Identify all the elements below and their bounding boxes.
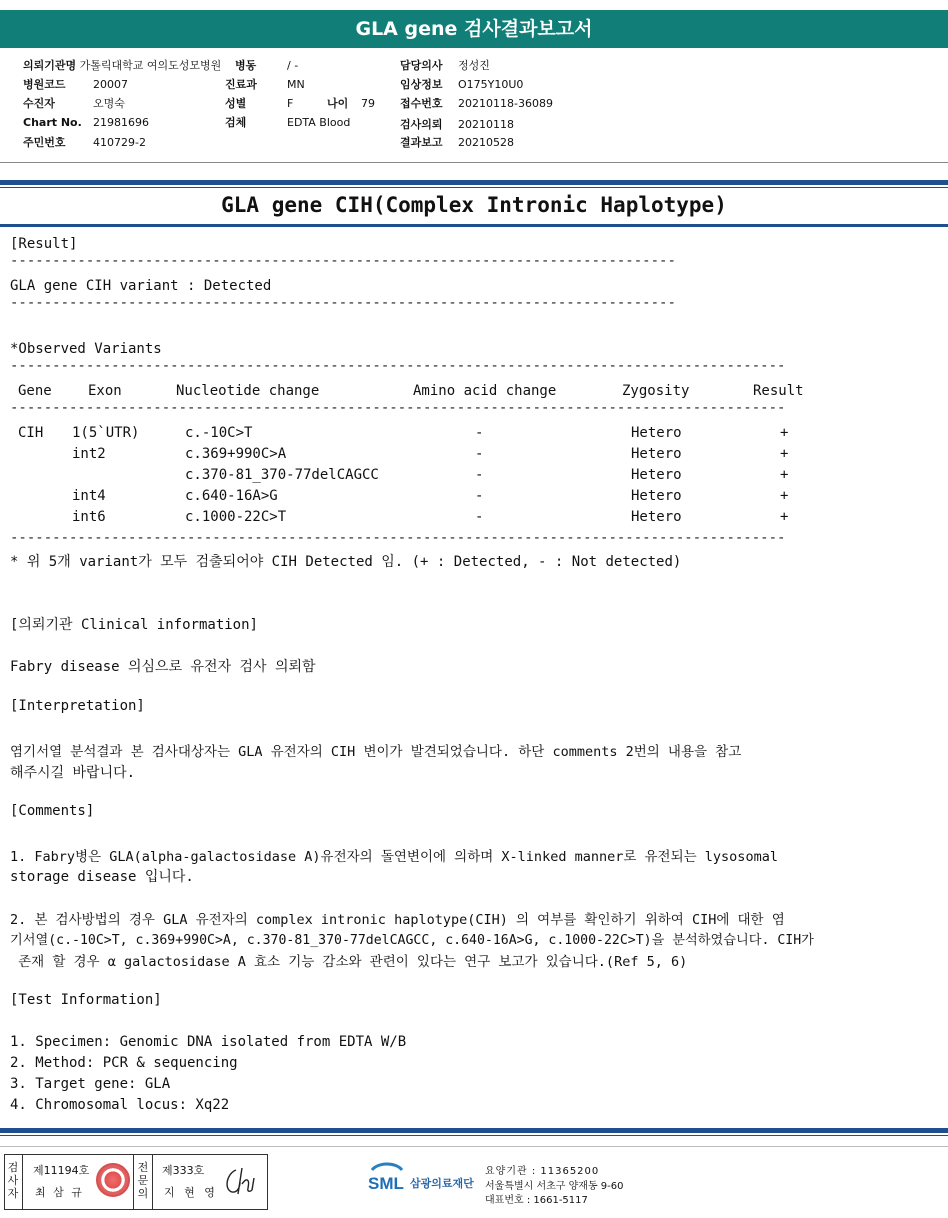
divider — [152, 1154, 153, 1210]
meta-hospital-code: 병원코드 20007 — [23, 78, 128, 91]
cell-zygosity: Hetero — [631, 509, 682, 525]
divider-dashed: ------------------------------------------------------------------------------- — [10, 295, 676, 311]
cell-zygosity: Hetero — [631, 425, 682, 441]
comment-1-line: storage disease 입니다. — [10, 869, 194, 885]
section-title: GLA gene CIH(Complex Intronic Haplotype) — [221, 193, 727, 217]
cell-result: + — [780, 509, 789, 525]
cell-nucleotide: c.-10C>T — [185, 425, 253, 441]
cell-result: + — [780, 467, 789, 483]
col-header-result: Result — [753, 383, 804, 399]
variants-note: * 위 5개 variant가 모두 검출되어야 CIH Detected 임. (+ : Detected, - : Not detected) — [10, 554, 682, 570]
cell-amino-acid: - — [475, 446, 484, 462]
meta-department: 진료과 MN — [225, 78, 305, 91]
cell-exon: int4 — [72, 488, 106, 504]
cell-exon: int6 — [72, 509, 106, 525]
footer-rule-thin — [0, 1135, 948, 1136]
result-label: [Result] — [10, 236, 78, 252]
org-address: 서울특별시 서초구 양재동 9-60 — [485, 1181, 624, 1192]
test-info-item: 3. Target gene: GLA — [10, 1076, 171, 1092]
section-rule-bottom — [0, 224, 948, 227]
cell-nucleotide: c.369+990C>A — [185, 446, 287, 462]
result-line: GLA gene CIH variant : Detected — [10, 278, 272, 294]
footer-rule — [0, 1128, 948, 1133]
cell-nucleotide: c.640-16A>G — [185, 488, 278, 504]
comment-1-line: 1. Fabry병은 GLA(alpha-galactosidase A)유전자의 돌연변이에 의하며 X-linked manner로 유전되는 lysosomal — [10, 849, 778, 865]
divider — [0, 162, 948, 163]
org-code: 요양기관 : 11365200 — [485, 1166, 600, 1177]
meta-ward: 병동 / - — [235, 59, 299, 72]
cell-exon: int2 — [72, 446, 106, 462]
signer1-role: 검 사 자 — [7, 1161, 19, 1200]
cell-zygosity: Hetero — [631, 467, 682, 483]
comment-2-line: 존재 할 경우 α galactosidase A 효소 기능 감소와 관련이 있다는 연구 보고가 있습니다.(Ref 5, 6) — [10, 954, 688, 970]
col-header-amino-acid: Amino acid change — [413, 383, 557, 399]
cell-exon: 1(5`UTR) — [72, 425, 140, 441]
interpretation-line: 해주시길 바랍니다. — [10, 765, 136, 781]
cell-nucleotide: c.370-81_370-77delCAGCC — [185, 467, 379, 483]
meta-age: 나이 79 — [327, 97, 375, 110]
meta-report-date: 결과보고 20210528 — [400, 136, 514, 149]
sml-logo-icon — [366, 1160, 408, 1194]
variants-label: *Observed Variants — [10, 341, 162, 357]
section-rule-top-thin — [0, 187, 948, 188]
col-header-exon: Exon — [88, 383, 122, 399]
cell-amino-acid: - — [475, 488, 484, 504]
comments-label: [Comments] — [10, 803, 95, 819]
signer2-name: 지 현 영 — [164, 1186, 218, 1199]
cell-amino-acid: - — [475, 425, 484, 441]
signer2-role: 전 문 의 — [137, 1161, 149, 1200]
cell-result: + — [780, 446, 789, 462]
meta-doctor: 담당의사 정성진 — [400, 59, 490, 72]
signer2-license: 제333호 — [162, 1164, 205, 1177]
meta-hospital: 의뢰기관명 가톨릭대학교 여의도성모병원 — [23, 59, 222, 72]
col-header-gene: Gene — [18, 383, 52, 399]
footer-rule-light — [0, 1146, 948, 1147]
signer1-name: 최 삼 규 — [35, 1186, 84, 1199]
cell-nucleotide: c.1000-22C>T — [185, 509, 287, 525]
seal-stamp-icon — [96, 1163, 130, 1197]
divider-dashed: ------------------------------------------------------------------------------- — [10, 253, 676, 269]
test-info-item: 2. Method: PCR & sequencing — [10, 1055, 238, 1071]
clinical-label: [의뢰기관 Clinical information] — [10, 617, 258, 633]
comment-2-line: 2. 본 검사방법의 경우 GLA 유전자의 complex intronic haplotype(CIH) 의 여부를 확인하기 위하여 CIH에 대한 염 — [10, 912, 785, 928]
meta-specimen: 검체 EDTA Blood — [225, 116, 351, 129]
col-header-nucleotide: Nucleotide change — [176, 383, 320, 399]
svg-text:SML: SML — [368, 1174, 404, 1193]
meta-accession-no: 접수번호 20210118-36089 — [400, 97, 553, 110]
signer1-license: 제11194호 — [33, 1164, 90, 1177]
test-info-label: [Test Information] — [10, 992, 162, 1008]
test-info-item: 4. Chromosomal locus: Xq22 — [10, 1097, 230, 1113]
meta-sex: 성별 F — [225, 97, 294, 110]
cell-amino-acid: - — [475, 509, 484, 525]
divider — [22, 1154, 23, 1210]
meta-request-date: 검사의뢰 20210118 — [400, 118, 514, 131]
cell-zygosity: Hetero — [631, 446, 682, 462]
divider — [133, 1154, 134, 1210]
cell-amino-acid: - — [475, 467, 484, 483]
comment-2-line: 기서열(c.-10C>T, c.369+990C>A, c.370-81_370-77delCAGCC, c.640-16A>G, c.1000-22C>T)을 분석하였습니다. CIH가 — [10, 933, 814, 948]
org-phone: 대표번호 : 1661-5117 — [485, 1195, 588, 1206]
cell-result: + — [780, 488, 789, 504]
report-header-title: GLA gene 검사결과보고서 — [0, 10, 948, 48]
interpretation-line: 염기서열 분석결과 본 검사대상자는 GLA 유전자의 CIH 변이가 발견되었습니다. 하단 comments 2번의 내용을 참고 — [10, 744, 742, 760]
meta-resident-no: 주민번호 410729-2 — [23, 136, 146, 149]
meta-clinical-info: 임상정보 O175Y10U0 — [400, 78, 524, 91]
divider-dashed: -------------------------------------------------------------------------------------------- — [10, 400, 786, 416]
divider-dashed: -------------------------------------------------------------------------------------------- — [10, 358, 786, 374]
cell-result: + — [780, 425, 789, 441]
meta-patient: 수진자 오명숙 — [23, 97, 125, 110]
section-rule-top — [0, 180, 948, 185]
cell-gene: CIH — [18, 425, 44, 441]
meta-chart-no: Chart No. 21981696 — [23, 116, 149, 129]
interpretation-label: [Interpretation] — [10, 698, 145, 714]
divider-dashed: -------------------------------------------------------------------------------------------- — [10, 530, 786, 546]
org-name: 삼광의료재단 — [410, 1177, 474, 1190]
signature-icon — [222, 1164, 262, 1200]
cell-zygosity: Hetero — [631, 488, 682, 504]
test-info-item: 1. Specimen: Genomic DNA isolated from EDTA W/B — [10, 1034, 407, 1050]
col-header-zygosity: Zygosity — [622, 383, 690, 399]
clinical-text: Fabry disease 의심으로 유전자 검사 의뢰함 — [10, 659, 316, 675]
